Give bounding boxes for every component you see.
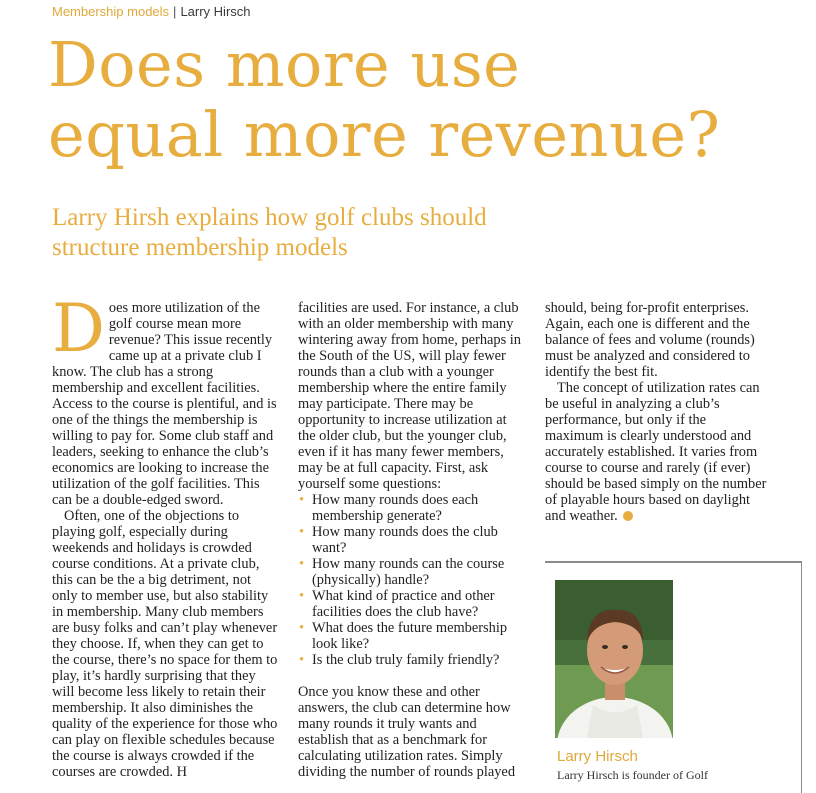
end-mark-dot-icon <box>623 511 633 521</box>
column2-paragraph-1: facilities are used. For instance, a club with an older membership with many wintering away from home, perhaps in the South of the US, will play fewer rounds than a club with a younger membership where the entire family may participate. There may be opportunity to increase utilization at the older club, but the younger club, even if it has many fewer members, may be at full capacity. First, ask yourself some questions: <box>298 300 521 492</box>
column3-paragraph-1: should, being for-profit enterprises. Again, each one is different and the balance of fees and volume (rounds) must be analyzed and considered to identify the best fit. <box>545 300 755 380</box>
headline-line-1: Does more use <box>48 28 521 101</box>
subhead-line-1: Larry Hirsh explains how golf clubs should <box>52 204 487 231</box>
headline-line-2: equal more revenue? <box>48 98 721 171</box>
article-column-2 <box>298 300 526 780</box>
header-separator: | <box>173 4 177 19</box>
running-header <box>52 4 251 19</box>
article-column-1 <box>52 290 278 780</box>
column1-paragraph-1-text: oes more utilization of the golf course mean more revenue? This issue recently came up at a private club I know. The club has a strong membership and excellent facilities. Access to the course is plentiful, and is one of the things the membership is willing to pay for. Some club staff and leaders, seeking to enhance the club’s economics are looking to increase the utilization of the golf facilities. This can be a double-edged sword. <box>52 300 277 508</box>
drop-cap: D <box>52 290 105 367</box>
column3-paragraph-2-text: The concept of utilization rates can be useful in analyzing a club’s performance, but only if the maximum is clearly understood and accurately established. It varies from course to course and rarely (if ever) should be based simply on the number of playable hours based on daylight and weather. <box>545 380 767 524</box>
subhead-line-2: structure membership models <box>52 234 348 261</box>
question-list <box>298 492 526 668</box>
column3-paragraph-2 <box>545 380 767 524</box>
column2-paragraph-2: Once you know these and other answers, the club can determine how many rounds it truly wants and establish that as a benchmark for calculating utilization rates. Simply dividing the number of rounds played <box>298 684 516 780</box>
author-portrait-image <box>555 580 673 738</box>
list-item: • What kind of practice and other facilities does the club have? <box>298 588 526 620</box>
column1-paragraph-2: Often, one of the objections to playing golf, especially during weekends and holidays is crowded course conditions. At a private club, this can be the a big detriment, not only to member use, but also stability in membership. Many club members are busy folks and can’t play whenever they choose. If, when they can get to the course, there’s no space for them to play, it’s hardly surprising that they will become less likely to retain their membership. It also diminishes the quality of the experience for those who can play on flexible schedules because the course is always crowded if the courses are crowded. H <box>52 508 278 780</box>
author-photo <box>555 580 673 738</box>
list-item: • How many rounds can the course (physically) handle? <box>298 556 526 588</box>
list-item: • Is the club truly family friendly? <box>298 652 526 668</box>
article-subhead <box>52 203 572 263</box>
article-column-3 <box>545 300 767 524</box>
bio-text: Larry Hirsch is founder of Golf <box>557 768 708 782</box>
list-item: • What does the future membership look like? <box>298 620 526 652</box>
section-label: Membership models <box>52 4 170 19</box>
header-author: Larry Hirsch <box>180 4 251 19</box>
bio-author-name: Larry Hirsch <box>557 748 638 765</box>
list-item: • How many rounds does each membership generate? <box>298 492 526 524</box>
article-headline <box>48 30 720 170</box>
list-item: • How many rounds does the club want? <box>298 524 526 556</box>
column1-paragraph-1 <box>52 290 278 508</box>
